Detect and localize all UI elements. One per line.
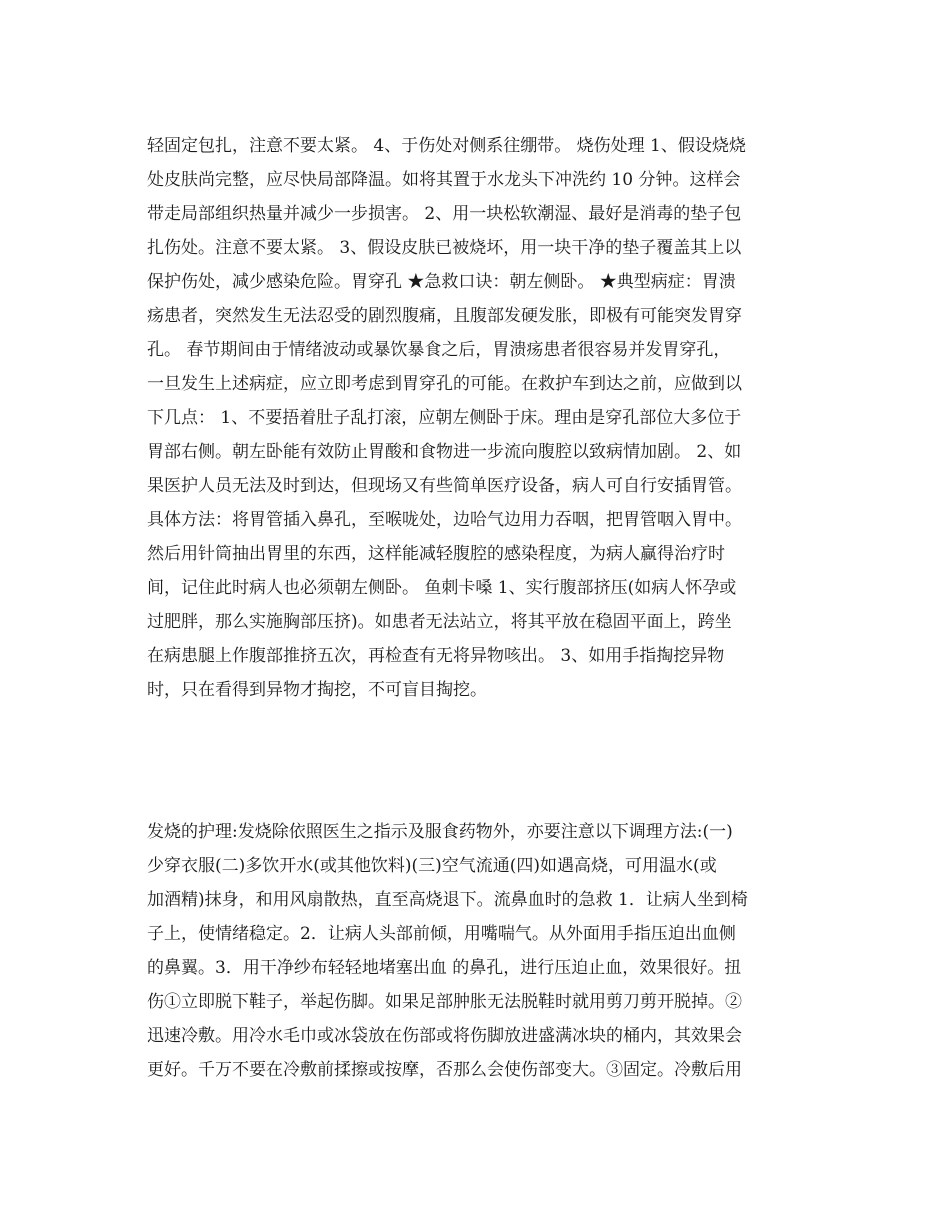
text-line: 子上，使情绪稳定。2．让病人头部前倾，用嘴喘气。从外面用手指压迫出血侧 [147, 924, 736, 944]
text-line: 一旦发生上述病症，应立即考虑到胃穿孔的可能。在救护车到达之前，应做到以 [147, 374, 742, 394]
text-line: 果医护人员无法及时到达，但现场又有些简单医疗设备，病人可自行安插胃管。 [147, 476, 742, 496]
text-line: 发烧的护理:发烧除依照医生之指示及服食药物外，亦要注意以下调理方法:(一) [147, 822, 733, 842]
text-line: 孔。 春节期间由于情绪波动或暴饮暴食之后，胃溃疡患者很容易并发胃穿孔， [147, 340, 731, 360]
text-line: 处皮肤尚完整，应尽快局部降温。如将其置于水龙头下冲洗约 10 分钟。这样会 [147, 170, 741, 190]
text-line: 然后用针筒抽出胃里的东西，这样能减轻腹腔的感染程度，为病人赢得治疗时 [147, 544, 725, 564]
text-line: 保护伤处，减少感染危险。胃穿孔 ★急救口诀：朝左侧卧。 ★典型病症：胃溃 [147, 272, 736, 292]
text-line: 迅速冷敷。用冷水毛巾或冰袋放在伤部或将伤脚放进盛满冰块的桶内，其效果会 [147, 1026, 742, 1046]
text-line: 具体方法：将胃管插入鼻孔，至喉咙处，边哈气边用力吞咽，把胃管咽入胃中。 [147, 510, 742, 530]
text-line: 过肥胖，那么实施胸部压挤)。如患者无法站立，将其平放在稳固平面上，跨坐 [147, 612, 732, 632]
text-line: 的鼻翼。3．用干净纱布轻轻地堵塞出血 的鼻孔，进行压迫止血，效果很好。扭 [147, 958, 742, 978]
text-line: 在病患腿上作腹部推挤五次，再检查有无将异物咳出。 3、如用手指掏挖异物 [147, 646, 725, 666]
text-line: 少穿衣服(二)多饮开水(或其他饮料)(三)空气流通(四)如遇高烧，可用温水(或 [147, 856, 717, 876]
text-line: 间，记住此时病人也必须朝左侧卧。 鱼刺卡嗓 1、实行腹部挤压(如病人怀孕或 [147, 578, 737, 598]
text-line: 轻固定包扎，注意不要太紧。 4、于伤处对侧系往绷带。 烧伤处理 1、假设烧烧 [147, 136, 746, 156]
text-line: 伤①立即脱下鞋子，举起伤脚。如果足部肿胀无法脱鞋时就用剪刀剪开脱掉。② [147, 992, 742, 1012]
text-line: 疡患者，突然发生无法忍受的剧烈腹痛，且腹部发硬发胀，即极有可能突发胃穿 [147, 306, 742, 326]
text-line: 更好。千万不要在冷敷前揉擦或按摩，否那么会使伤部变大。③固定。冷敷后用 [147, 1060, 742, 1080]
paragraph-first-aid-burns-perforation [147, 129, 807, 707]
text-line: 扎伤处。注意不要太紧。 3、假设皮肤已被烧坏，用一块干净的垫子覆盖其上以 [147, 238, 742, 258]
text-line: 带走局部组织热量并减少一步损害。 2、用一块松软潮湿、最好是消毒的垫子包 [147, 204, 742, 224]
text-line: 加酒精)抹身，和用风扇散热，直至高烧退下。流鼻血时的急救 1．让病人坐到椅 [147, 890, 748, 910]
text-line: 胃部右侧。朝左卧能有效防止胃酸和食物进一步流向腹腔以致病情加剧。 2、如 [147, 442, 742, 462]
paragraph-fever-nosebleed-sprain [147, 815, 807, 1087]
text-line: 时，只在看得到异物才掏挖，不可盲目掏挖。 [147, 680, 487, 700]
text-line: 下几点： 1、不要捂着肚子乱打滚，应朝左侧卧于床。理由是穿孔部位大多位于 [147, 408, 742, 428]
